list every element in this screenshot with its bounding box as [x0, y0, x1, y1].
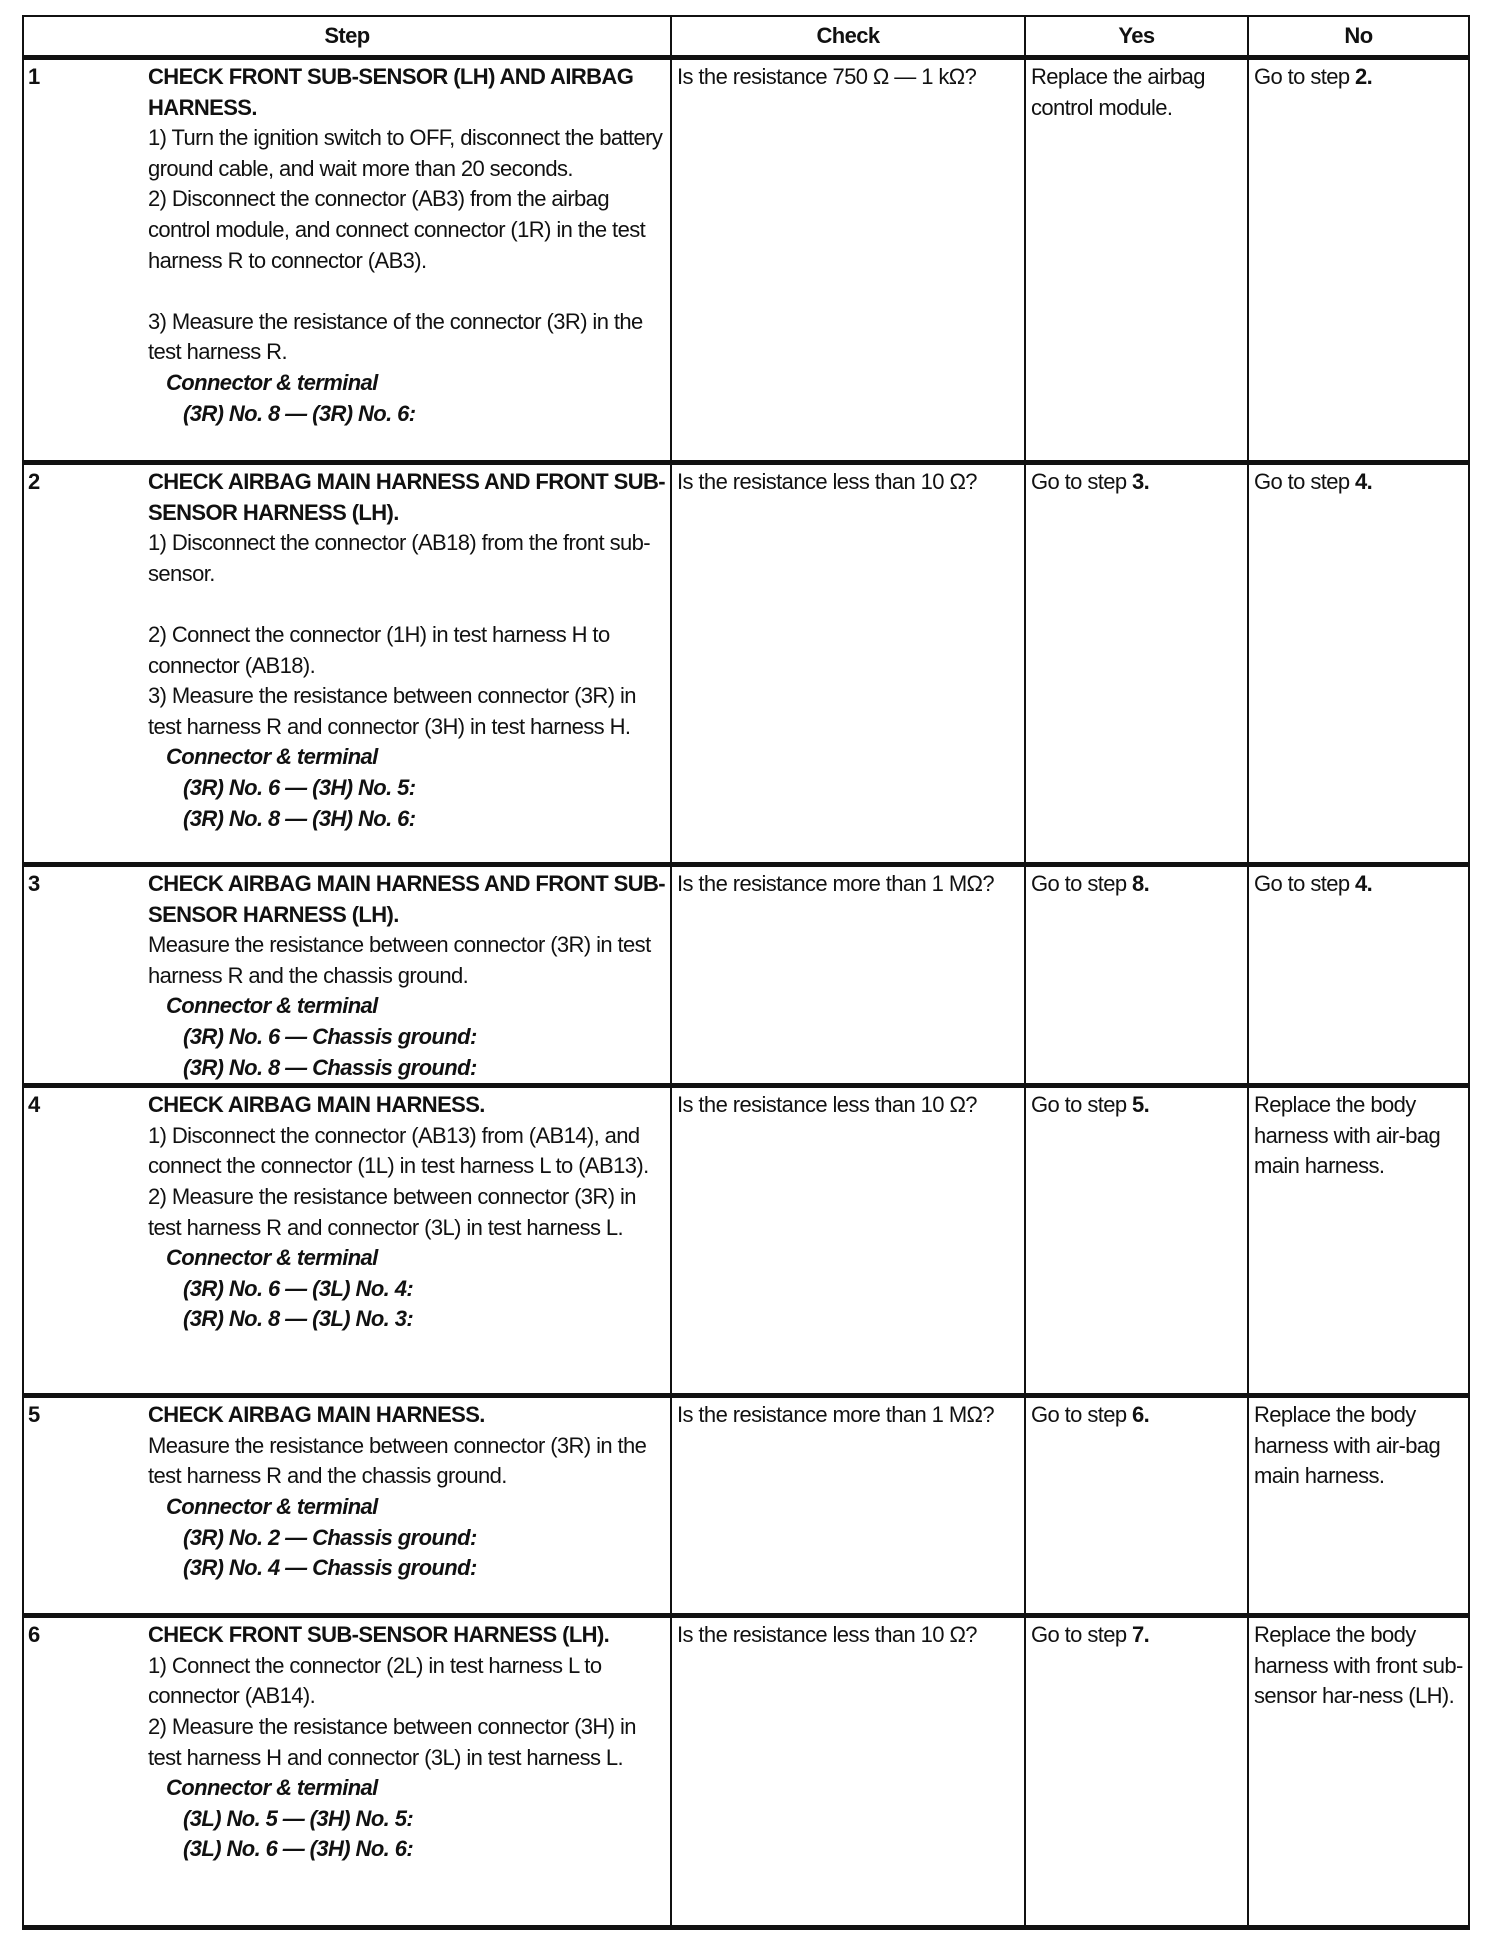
step-cell: [23, 865, 671, 1086]
no-action: [1249, 867, 1468, 900]
no-cell: [1248, 865, 1469, 1086]
no-action: [1249, 465, 1468, 498]
connector-terminal-item: (3R) No. 6 — (3H) No. 5:: [183, 774, 416, 800]
table-row: [23, 1616, 1469, 1928]
no-action: [1249, 1398, 1468, 1492]
yes-action: [1026, 60, 1247, 123]
yes-action: [1026, 1088, 1247, 1121]
no-action: [1249, 1088, 1468, 1182]
step-title: CHECK FRONT SUB-SENSOR (LH) AND AIRBAG HARNESS.: [148, 64, 634, 120]
no-step-ref: 4.: [1355, 871, 1373, 896]
no-text: Go to step: [1254, 64, 1356, 89]
no-text: Go to step: [1254, 469, 1356, 494]
yes-cell: [1025, 1396, 1248, 1616]
connector-terminal-item: (3R) No. 8 — Chassis ground:: [183, 1054, 477, 1080]
step-instruction: 1) Connect the connector (2L) in test harness L to connector (AB14).: [148, 1652, 602, 1709]
step-instruction: 2) Measure the resistance between connector (3H) in test harness H and connector (3L) in test harness L.: [148, 1713, 636, 1770]
step-instruction: 2) Measure the resistance between connector (3R) in test harness R and connector (3L) in test harness L.: [148, 1183, 636, 1240]
connector-terminal-item: (3R) No. 2 — Chassis ground:: [183, 1524, 477, 1550]
header-check: Check: [671, 16, 1025, 58]
connector-terminal-label: Connector & terminal: [166, 1245, 378, 1271]
connector-terminal-item: (3R) No. 8 — (3R) No. 6:: [183, 400, 416, 426]
yes-text: Go to step: [1031, 1622, 1133, 1648]
step-number: 5: [28, 1402, 40, 1428]
connector-terminal-item: (3L) No. 6 — (3H) No. 6:: [183, 1836, 414, 1862]
step-cell: [23, 1616, 671, 1928]
yes-action: [1026, 867, 1247, 900]
yes-action: [1026, 1618, 1247, 1651]
no-step-ref: 4.: [1355, 469, 1373, 494]
connector-terminal-item: (3R) No. 8 — (3L) No. 3:: [183, 1306, 414, 1332]
no-cell: [1248, 1616, 1469, 1928]
check-cell: [671, 1616, 1025, 1928]
step-instruction: 2) Disconnect the connector (AB3) from the airbag control module, and connect connector (1R) in the test harness R to connector (AB3).: [148, 186, 646, 273]
step-instruction: Measure the resistance between connector (3R) in the test harness R and the chassis ground.: [148, 1432, 647, 1489]
no-step-ref: 2.: [1355, 64, 1373, 89]
check-question: Is the resistance 750 Ω — 1 kΩ?: [677, 64, 977, 89]
connector-terminal-label: Connector & terminal: [166, 993, 378, 1019]
check-question: Is the resistance more than 1 MΩ?: [677, 871, 995, 896]
check-cell: [671, 865, 1025, 1086]
diagnostic-table: [22, 15, 1470, 1930]
no-text: Replace the body harness with front sub-sensor har-ness (LH).: [1254, 1622, 1463, 1709]
table-row: [23, 865, 1469, 1086]
no-cell: [1248, 1086, 1469, 1396]
check-cell: [671, 463, 1025, 865]
yes-step-ref: 3.: [1132, 469, 1150, 494]
yes-step-ref: 6.: [1132, 1402, 1150, 1428]
step-number: 4: [28, 1092, 40, 1118]
table-row: [23, 58, 1469, 463]
connector-terminal-label: Connector & terminal: [166, 369, 378, 395]
connector-terminal-item: (3R) No. 6 — (3L) No. 4:: [183, 1275, 414, 1301]
yes-action: [1026, 465, 1247, 498]
no-text: Replace the body harness with air-bag main harness.: [1254, 1402, 1441, 1489]
step-instruction: 3) Measure the resistance of the connector (3R) in the test harness R.: [148, 308, 643, 365]
step-instruction: 1) Disconnect the connector (AB13) from (AB14), and connect the connector (1L) in test harness L to (AB13).: [148, 1122, 649, 1179]
step-cell: [23, 1086, 671, 1396]
yes-step-ref: 5.: [1132, 1092, 1150, 1118]
step-cell: [23, 463, 671, 865]
yes-text: Go to step: [1031, 1402, 1133, 1428]
step-instruction: 3) Measure the resistance between connector (3R) in test harness R and connector (3H) in test harness H.: [148, 683, 636, 739]
check-cell: [671, 1086, 1025, 1396]
yes-cell: [1025, 58, 1248, 463]
step-title: CHECK AIRBAG MAIN HARNESS AND FRONT SUB-SENSOR HARNESS (LH).: [148, 469, 666, 525]
yes-step-ref: 7.: [1132, 1622, 1150, 1648]
no-cell: [1248, 463, 1469, 865]
check-cell: [671, 58, 1025, 463]
connector-terminal-label: Connector & terminal: [166, 744, 378, 770]
yes-text: Go to step: [1031, 469, 1133, 494]
yes-text: Replace the airbag control module.: [1031, 64, 1205, 120]
header-step: Step: [23, 16, 671, 58]
step-title: CHECK AIRBAG MAIN HARNESS AND FRONT SUB-SENSOR HARNESS (LH).: [148, 871, 666, 927]
connector-terminal-item: (3R) No. 6 — Chassis ground:: [183, 1023, 477, 1049]
yes-cell: [1025, 865, 1248, 1086]
yes-action: [1026, 1398, 1247, 1431]
step-title: CHECK AIRBAG MAIN HARNESS.: [148, 1092, 485, 1118]
step-title: CHECK AIRBAG MAIN HARNESS.: [148, 1402, 485, 1428]
step-number: 1: [28, 64, 40, 89]
header-yes: Yes: [1025, 16, 1248, 58]
no-cell: [1248, 58, 1469, 463]
check-question: Is the resistance less than 10 Ω?: [677, 469, 977, 494]
yes-text: Go to step: [1031, 1092, 1133, 1118]
table-row: [23, 1396, 1469, 1616]
step-instruction: 1) Disconnect the connector (AB18) from the front sub-sensor.: [148, 530, 650, 586]
step-cell: [23, 58, 671, 463]
step-instruction: 1) Turn the ignition switch to OFF, disconnect the battery ground cable, and wait more than 20 seconds.: [148, 125, 663, 181]
no-action: [1249, 1618, 1468, 1712]
header-row: [23, 16, 1469, 58]
check-cell: [671, 1396, 1025, 1616]
connector-terminal-item: (3L) No. 5 — (3H) No. 5:: [183, 1805, 414, 1831]
blank-line: [148, 276, 666, 307]
connector-terminal-item: (3R) No. 4 — Chassis ground:: [183, 1555, 477, 1581]
step-number: 3: [28, 871, 40, 896]
step-title: CHECK FRONT SUB-SENSOR HARNESS (LH).: [148, 1622, 610, 1648]
yes-cell: [1025, 463, 1248, 865]
check-question: Is the resistance more than 1 MΩ?: [677, 1402, 995, 1428]
no-action: [1249, 60, 1468, 93]
no-cell: [1248, 1396, 1469, 1616]
check-question: Is the resistance less than 10 Ω?: [677, 1092, 977, 1118]
no-text: Go to step: [1254, 871, 1356, 896]
check-question: Is the resistance less than 10 Ω?: [677, 1622, 977, 1648]
connector-terminal-label: Connector & terminal: [166, 1493, 378, 1519]
table-row: [23, 463, 1469, 865]
no-text: Replace the body harness with air-bag main harness.: [1254, 1092, 1441, 1179]
yes-text: Go to step: [1031, 871, 1133, 896]
step-instruction: Measure the resistance between connector (3R) in test harness R and the chassis ground.: [148, 932, 651, 988]
yes-cell: [1025, 1086, 1248, 1396]
yes-step-ref: 8.: [1132, 871, 1150, 896]
table-row: [23, 1086, 1469, 1396]
step-number: 2: [28, 469, 40, 494]
blank-line: [148, 589, 666, 620]
step-instruction: 2) Connect the connector (1H) in test harness H to connector (AB18).: [148, 621, 610, 678]
step-number: 6: [28, 1622, 40, 1648]
connector-terminal-label: Connector & terminal: [166, 1775, 378, 1801]
yes-cell: [1025, 1616, 1248, 1928]
header-no: No: [1248, 16, 1469, 58]
step-cell: [23, 1396, 671, 1616]
connector-terminal-item: (3R) No. 8 — (3H) No. 6:: [183, 805, 416, 831]
